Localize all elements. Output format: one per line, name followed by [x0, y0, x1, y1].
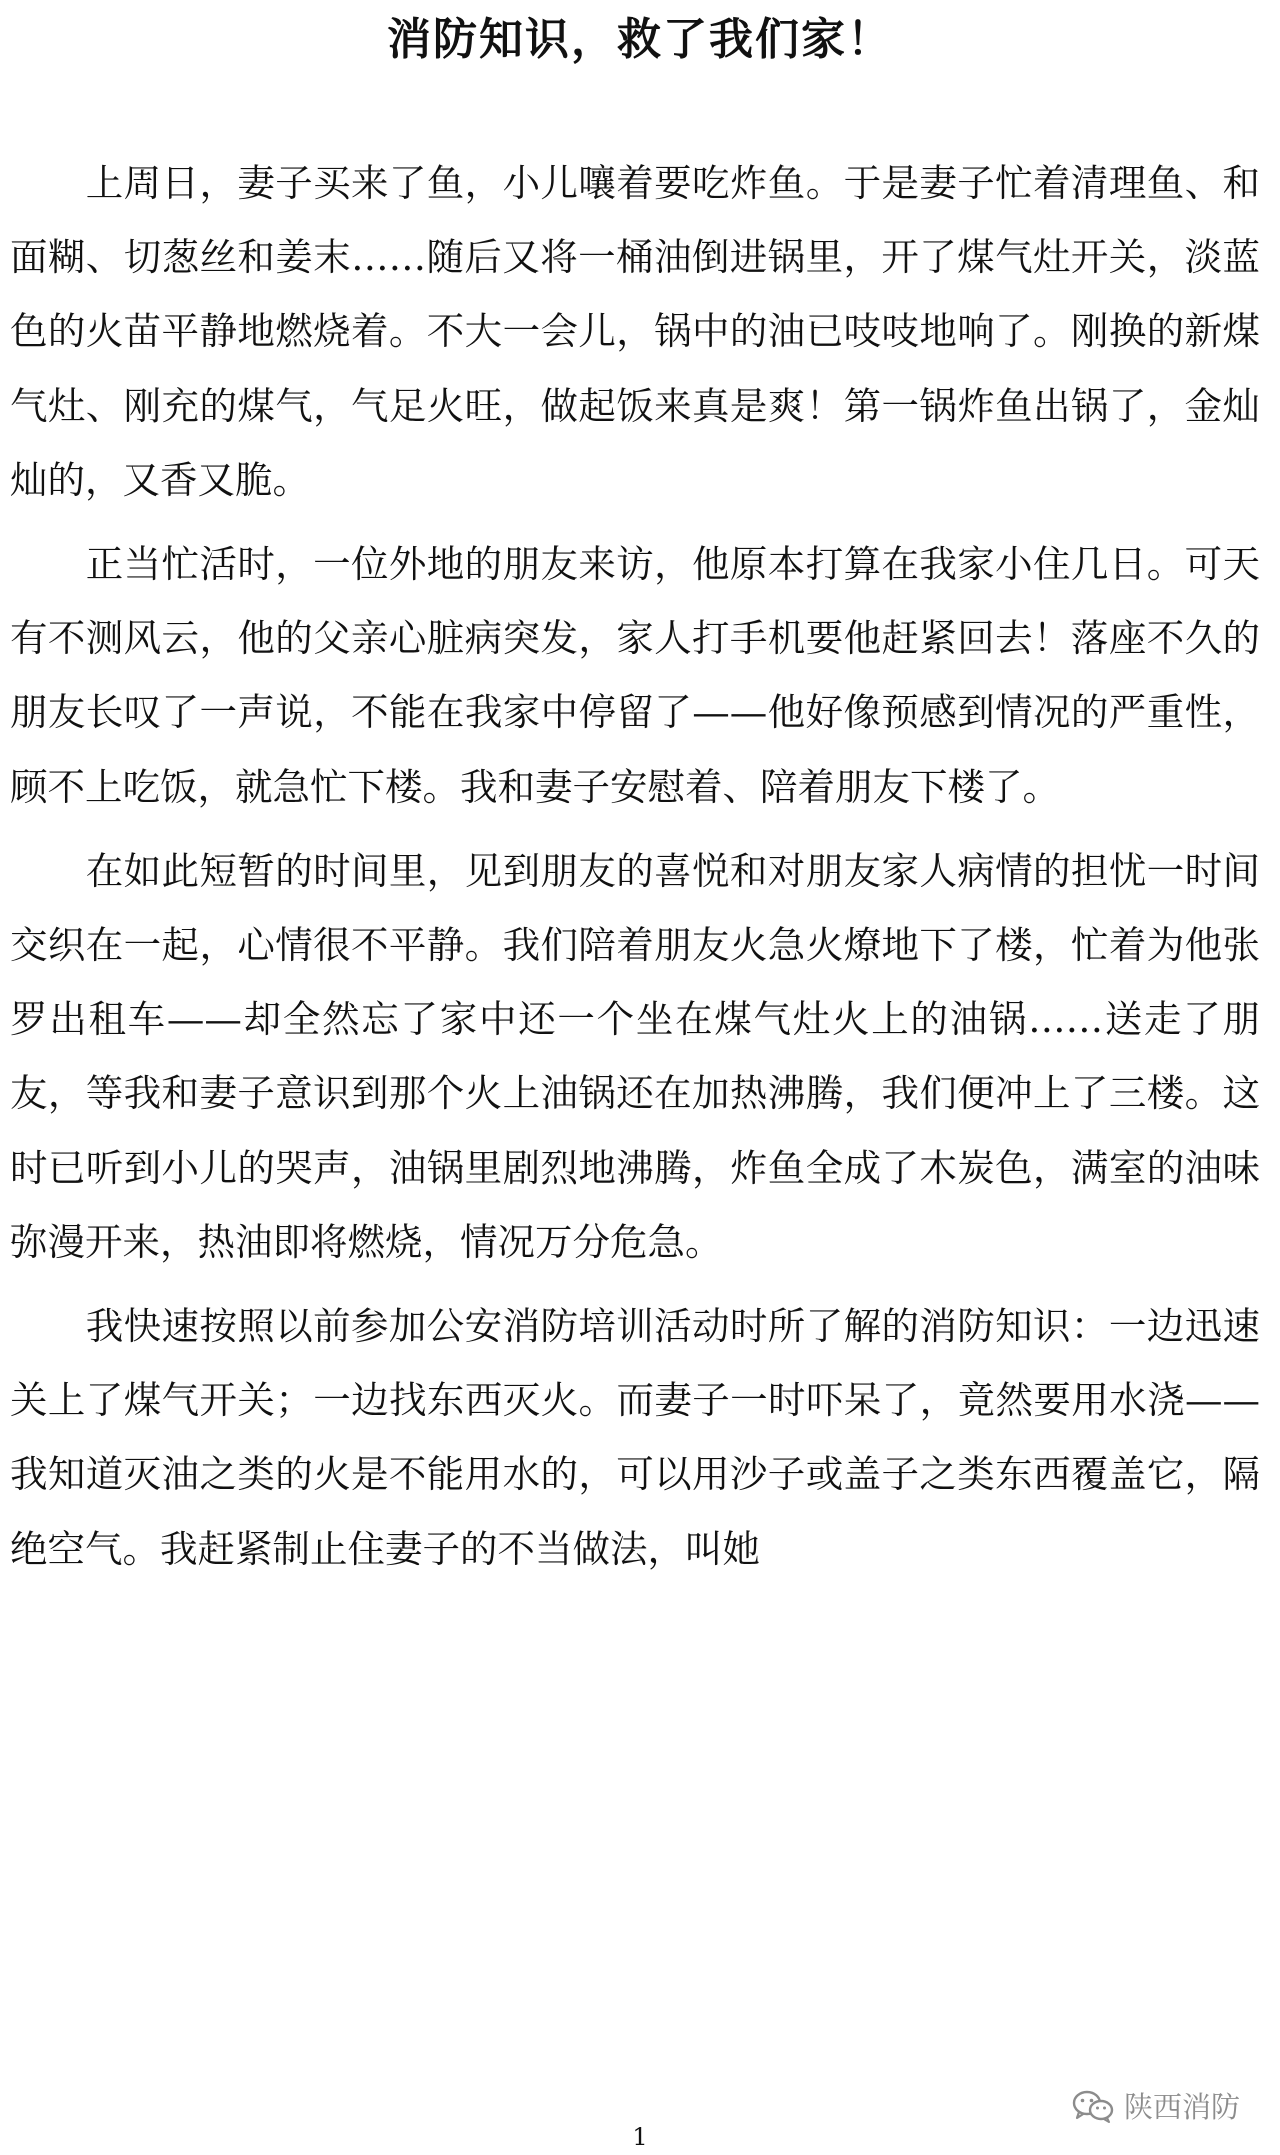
- paragraph-1: 上周日，妻子买来了鱼，小儿嚷着要吃炸鱼。于是妻子忙着清理鱼、和面糊、切葱丝和姜末……随后又将一桶油倒进锅里，开了煤气灶开关，淡蓝色的火苗平静地燃烧着。不大一会儿，锅中的油已吱吱地响了。刚换的新煤气灶、刚充的煤气，气足火旺，做起饭来真是爽！第一锅炸鱼出锅了，金灿灿的，又香又脆。: [10, 161, 1260, 502]
- paragraph-4: 我快速按照以前参加公安消防培训活动时所了解的消防知识：一边迅速关上了煤气开关；一边找东西灭火。而妻子一时吓呆了，竟然要用水浇——我知道灭油之类的火是不能用水的，可以用沙子或盖子之类东西覆盖它，隔绝空气。我赶紧制止住妻子的不当做法，叫她: [10, 1304, 1260, 1571]
- page-title: 消防知识，救了我们家！: [387, 14, 893, 65]
- paragraph-3: 在如此短暂的时间里，见到朋友的喜悦和对朋友家人病情的担忧一时间交织在一起，心情很不平静。我们陪着朋友火急火燎地下了楼，忙着为他张罗出租车——却全然忘了家中还一个坐在煤气灶火上的油锅……送走了朋友，等我和妻子意识到那个火上油锅还在加热沸腾，我们便冲上了三楼。这时已听到小儿的哭声，油锅里剧烈地沸腾，炸鱼全成了木炭色，满室的油味弥漫开来，热油即将燃烧，情况万分危急。: [10, 848, 1260, 1264]
- page-number: 1: [632, 2123, 648, 2151]
- article-body: [10, 146, 1260, 1586]
- watermark: [1072, 2085, 1240, 2126]
- watermark-label: 陕西消防: [1123, 2090, 1240, 2124]
- paragraph-2: 正当忙活时，一位外地的朋友来访，他原本打算在我家小住几日。可天有不测风云，他的父亲心脏病突发，家人打手机要他赶紧回去！落座不久的朋友长叹了一声说，不能在我家中停留了——他好像预感到情况的严重性，顾不上吃饭，就急忙下楼。我和妻子安慰着、陪着朋友下楼了。: [10, 542, 1260, 809]
- wechat-icon: [1072, 2089, 1114, 2123]
